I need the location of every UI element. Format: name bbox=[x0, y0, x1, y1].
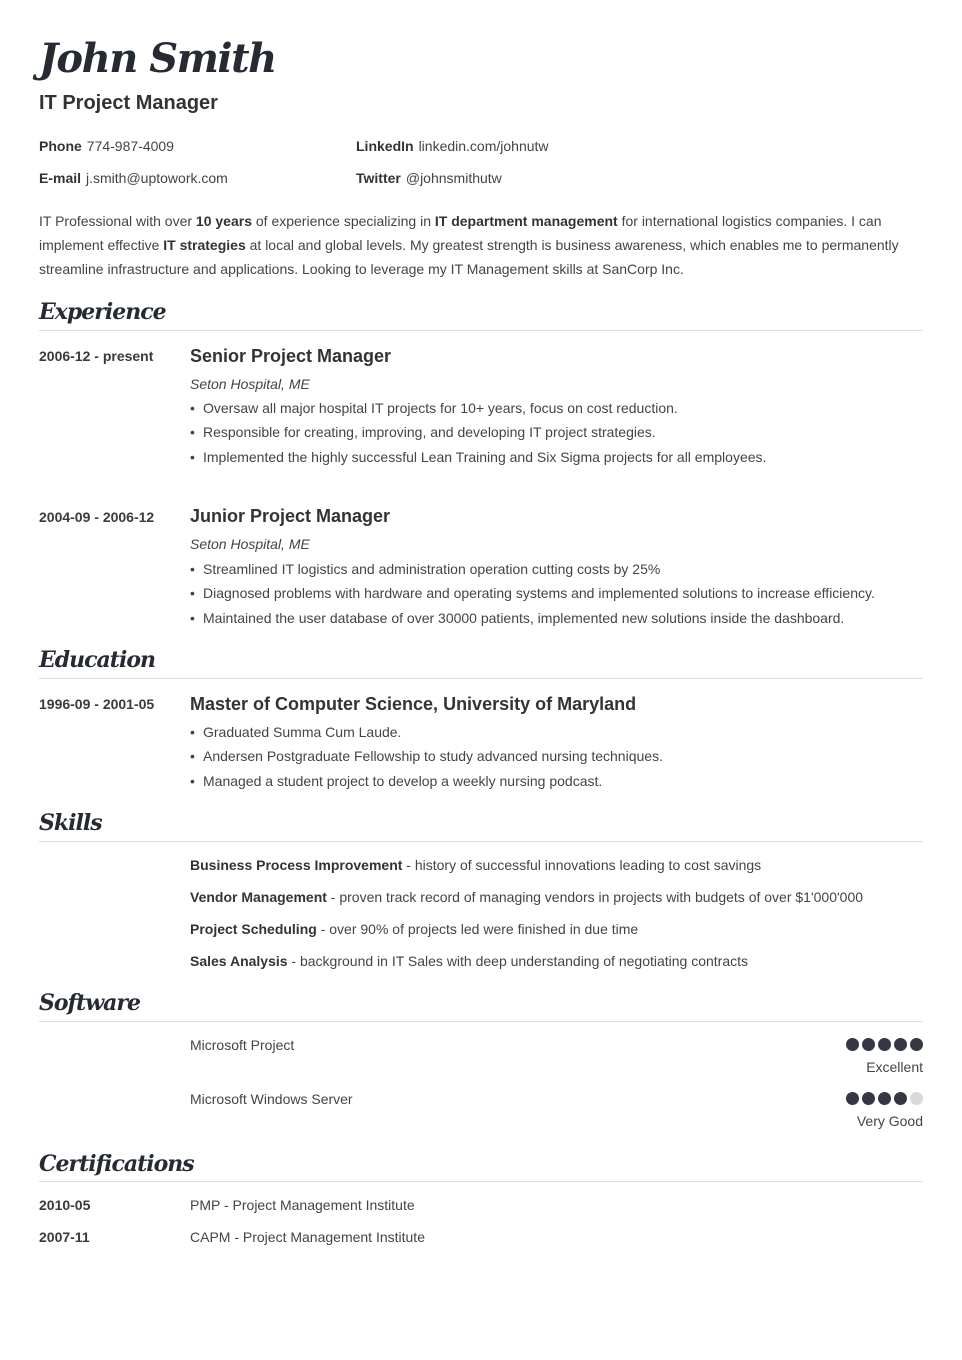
section-title-skills: Skills bbox=[39, 810, 102, 836]
bullet-item: • Implemented the highly successful Lean Training and Six Sigma projects for all employees. bbox=[190, 445, 766, 469]
education-title: Master of Computer Science, University of Maryland bbox=[190, 694, 637, 714]
experience-employer: Seton Hospital, ME bbox=[190, 536, 310, 552]
rating-dot-empty bbox=[910, 1092, 923, 1105]
certification-date: 2007-11 bbox=[39, 1229, 90, 1245]
rating-dot-filled bbox=[894, 1038, 907, 1051]
skill-name: Project Scheduling bbox=[190, 921, 317, 937]
job-title: IT Project Manager bbox=[39, 92, 218, 114]
section-divider bbox=[39, 678, 923, 679]
bullet-item: • Oversaw all major hospital IT projects for 10+ years, focus on cost reduction. bbox=[190, 396, 766, 420]
experience-title: Junior Project Manager bbox=[190, 506, 391, 526]
certification-date: 2010-05 bbox=[39, 1197, 91, 1213]
skill-item bbox=[190, 952, 748, 970]
software-level: Excellent bbox=[866, 1059, 923, 1075]
summary-emphasis: IT strategies bbox=[163, 237, 246, 253]
summary-emphasis: IT department management bbox=[434, 213, 618, 229]
experience-title: Senior Project Manager bbox=[190, 346, 392, 366]
summary-text: IT Professional with over bbox=[39, 213, 196, 229]
contact-linkedin-value[interactable]: linkedin.com/johnutw bbox=[418, 138, 549, 154]
section-divider bbox=[39, 330, 923, 331]
contact-phone-label: Phone bbox=[39, 138, 82, 154]
section-divider bbox=[39, 1021, 923, 1022]
certification-name: PMP - Project Management Institute bbox=[190, 1197, 415, 1213]
section-divider bbox=[39, 841, 923, 842]
education-bullets bbox=[190, 720, 663, 793]
summary-text: at local and global levels. My greatest strength is business awareness, which enables me to permanently streamline infrastructure and applications. Looking to leverage my IT Management skills at SanCorp Inc. bbox=[39, 237, 899, 277]
software-name: Microsoft Project bbox=[190, 1037, 295, 1053]
summary-text: for international logistics companies. I can implement effective bbox=[39, 213, 882, 253]
bullet-item: • Streamlined IT logistics and administration operation cutting costs by 25% bbox=[190, 557, 875, 581]
skill-item bbox=[190, 920, 638, 938]
bullet-item: • Diagnosed problems with hardware and operating systems and implemented solutions to increase efficiency. bbox=[190, 581, 875, 605]
rating-dot-filled bbox=[846, 1092, 859, 1105]
skill-description: - over 90% of projects led were finished in due time bbox=[316, 921, 639, 937]
contact-phone bbox=[39, 137, 174, 155]
software-rating bbox=[846, 1092, 923, 1105]
section-title-certifications: Certifications bbox=[39, 1151, 194, 1177]
rating-dot-filled bbox=[862, 1038, 875, 1051]
contact-twitter bbox=[356, 169, 502, 187]
profile-summary bbox=[39, 209, 923, 281]
rating-dot-filled bbox=[910, 1038, 923, 1051]
bullet-item: • Andersen Postgraduate Fellowship to study advanced nursing techniques. bbox=[190, 744, 663, 768]
software-rating bbox=[846, 1038, 923, 1051]
skill-description: - proven track record of managing vendors in projects with budgets of over $1'000'000 bbox=[326, 889, 864, 905]
section-title-education: Education bbox=[39, 647, 155, 673]
contact-linkedin bbox=[356, 137, 549, 155]
contact-email bbox=[39, 169, 228, 187]
experience-employer: Seton Hospital, ME bbox=[190, 376, 310, 392]
candidate-name: John Smith bbox=[39, 35, 276, 82]
summary-text: of experience specializing in bbox=[251, 213, 435, 229]
contact-phone-value: 774-987-4009 bbox=[86, 138, 174, 154]
skill-name: Vendor Management bbox=[190, 889, 327, 905]
rating-dot-filled bbox=[862, 1092, 875, 1105]
certification-name: CAPM - Project Management Institute bbox=[190, 1229, 425, 1245]
bullet-item: • Maintained the user database of over 30000 patients, implemented new solutions inside the dashboard. bbox=[190, 606, 875, 630]
skill-name: Business Process Improvement bbox=[190, 857, 403, 873]
experience-dates: 2004-09 - 2006-12 bbox=[39, 509, 155, 525]
contact-twitter-value[interactable]: @johnsmithutw bbox=[405, 170, 502, 186]
contact-linkedin-label: LinkedIn bbox=[356, 138, 414, 154]
skill-item bbox=[190, 856, 761, 874]
experience-bullets bbox=[190, 557, 875, 630]
skill-name: Sales Analysis bbox=[190, 953, 288, 969]
skill-description: - history of successful innovations leading to cost savings bbox=[402, 857, 762, 873]
skill-item bbox=[190, 888, 863, 906]
contact-email-label: E-mail bbox=[39, 170, 82, 186]
section-divider bbox=[39, 1181, 923, 1182]
section-title-experience: Experience bbox=[39, 299, 166, 325]
bullet-item: • Graduated Summa Cum Laude. bbox=[190, 720, 663, 744]
skill-description: - background in IT Sales with deep understanding of negotiating contracts bbox=[287, 953, 749, 969]
software-name: Microsoft Windows Server bbox=[190, 1091, 353, 1107]
contact-email-value[interactable]: j.smith@uptowork.com bbox=[86, 170, 228, 186]
experience-bullets bbox=[190, 396, 766, 469]
software-level: Very Good bbox=[856, 1113, 923, 1129]
rating-dot-filled bbox=[894, 1092, 907, 1105]
experience-dates: 2006-12 - present bbox=[39, 348, 154, 364]
section-title-software: Software bbox=[39, 990, 140, 1016]
rating-dot-filled bbox=[878, 1038, 891, 1051]
rating-dot-filled bbox=[878, 1092, 891, 1105]
rating-dot-filled bbox=[846, 1038, 859, 1051]
education-dates: 1996-09 - 2001-05 bbox=[39, 696, 155, 712]
contact-twitter-label: Twitter bbox=[356, 170, 401, 186]
bullet-item: • Managed a student project to develop a weekly nursing podcast. bbox=[190, 769, 663, 793]
bullet-item: • Responsible for creating, improving, and developing IT project strategies. bbox=[190, 420, 766, 444]
summary-emphasis: 10 years bbox=[195, 213, 252, 229]
